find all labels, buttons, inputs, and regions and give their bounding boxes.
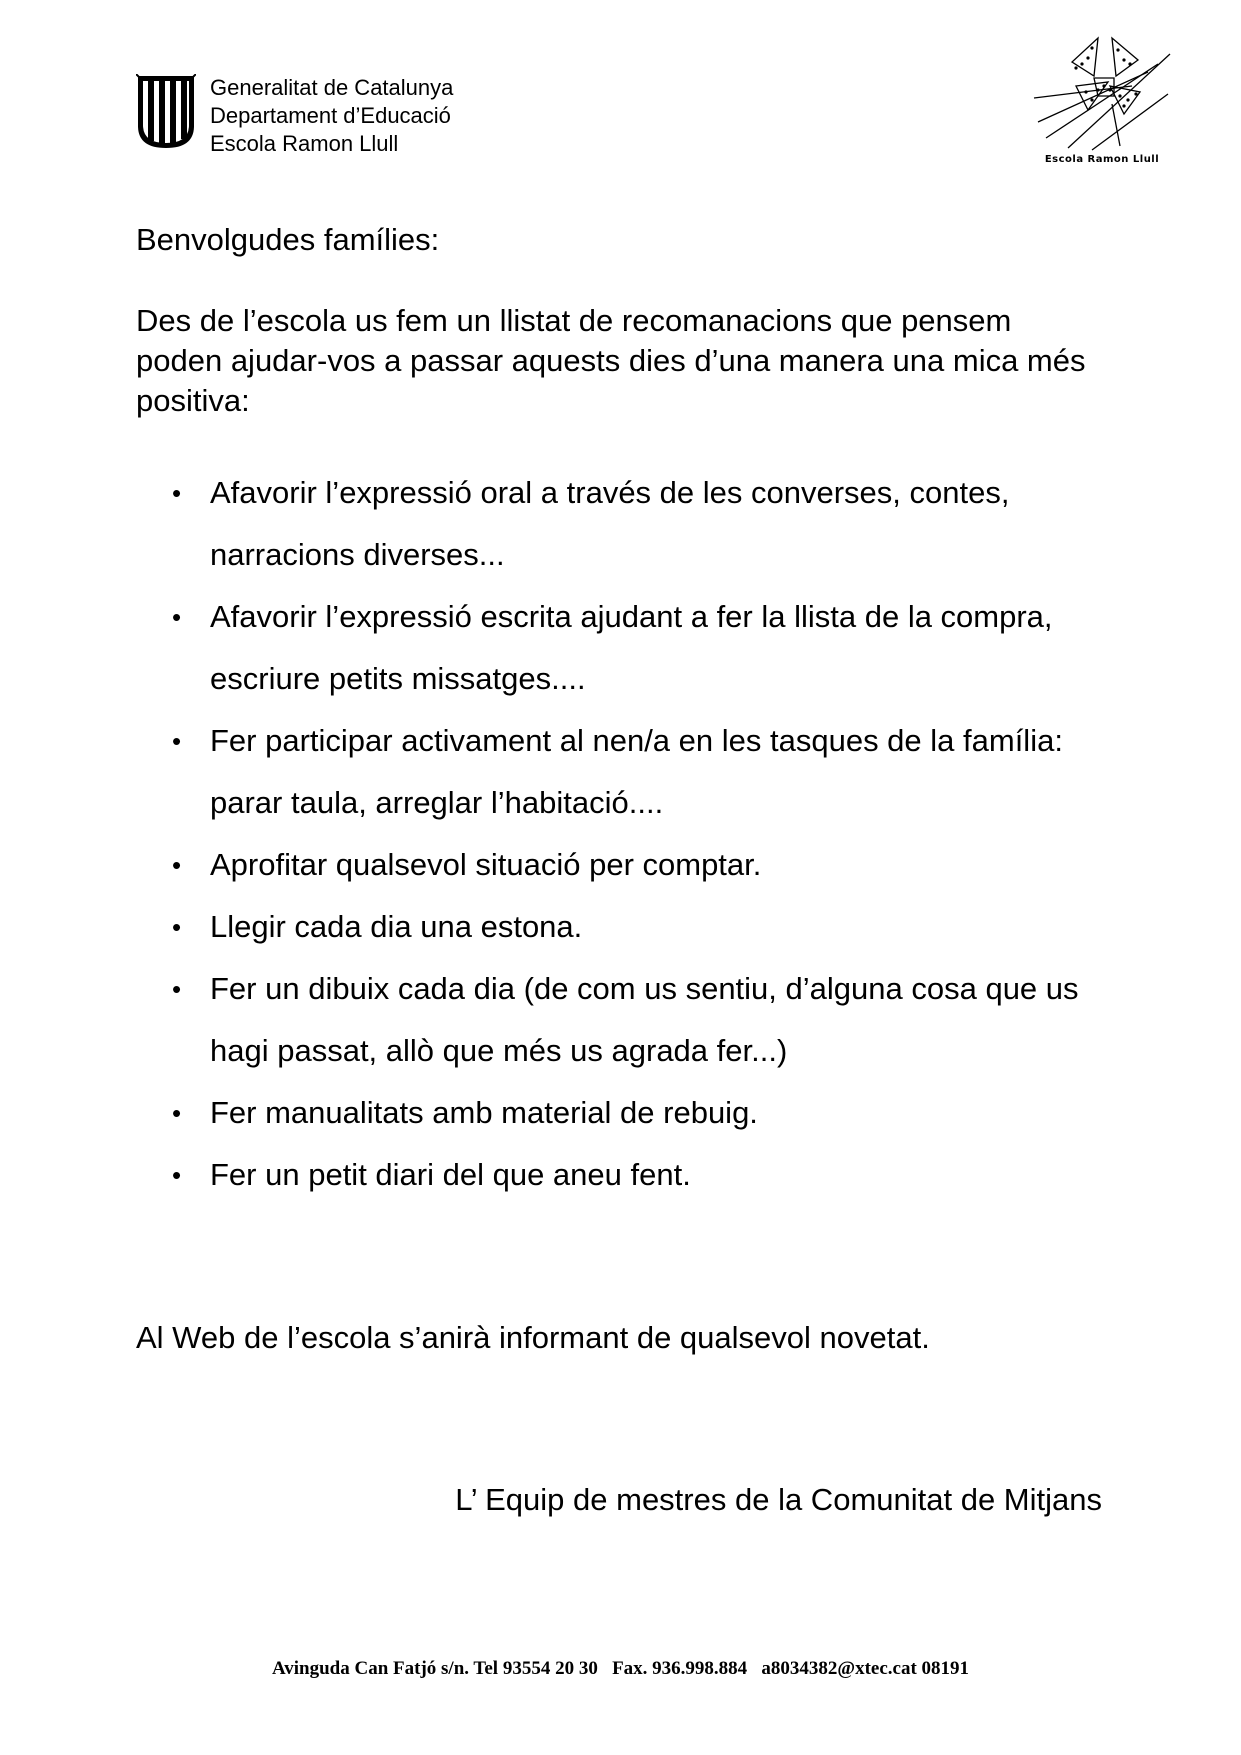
school-logo-caption: Escola Ramon Llull <box>1044 154 1160 165</box>
school-logo-block <box>1028 34 1176 174</box>
list-item <box>170 896 1110 958</box>
institution-name-block <box>210 74 453 158</box>
recommendation-text: Afavorir l’expressió oral a través de les converses, contes, narracions diverses... <box>210 475 1010 572</box>
bullet-icon: • <box>172 602 182 632</box>
escola-ramon-llull-pinwheel-logo-icon <box>1028 34 1176 152</box>
list-item <box>170 958 1110 1082</box>
list-item <box>170 586 1110 710</box>
letter-signature: L’ Equip de mestres de la Comunitat de Mitjans <box>455 1482 1102 1517</box>
org-line-school: Escola Ramon Llull <box>210 131 399 156</box>
recommendation-text: Afavorir l’expressió escrita ajudant a fer la llista de la compra, escriure petits missatges.... <box>210 599 1053 696</box>
list-item <box>170 710 1110 834</box>
list-item <box>170 462 1110 586</box>
bullet-icon: • <box>172 850 182 880</box>
recommendation-list <box>170 462 1110 1206</box>
recommendation-text: Llegir cada dia una estona. <box>210 909 583 944</box>
org-line-department: Departament d’Educació <box>210 103 451 128</box>
recommendation-text: Fer un dibuix cada dia (de com us sentiu, d’alguna cosa que us hagi passat, allò que més us agrada fer...) <box>210 971 1079 1068</box>
bullet-icon: • <box>172 478 182 508</box>
letter-greeting: Benvolgudes famílies: <box>136 222 440 257</box>
bullet-icon: • <box>172 912 182 942</box>
letter-intro: Des de l’escola us fem un llistat de recomanacions que pensem poden ajudar-vos a passar aquests dies d’una manera una mica més positiva: <box>136 303 1086 418</box>
generalitat-shield-icon <box>136 74 196 150</box>
bullet-icon: • <box>172 974 182 1004</box>
recommendation-text: Fer manualitats amb material de rebuig. <box>210 1095 758 1130</box>
institution-header <box>136 74 556 154</box>
list-item <box>170 1144 1110 1206</box>
bullet-icon: • <box>172 1160 182 1190</box>
recommendation-text: Aprofitar qualsevol situació per comptar. <box>210 847 762 882</box>
recommendation-text: Fer un petit diari del que aneu fent. <box>210 1157 691 1192</box>
bullet-icon: • <box>172 726 182 756</box>
closing-note: Al Web de l’escola s’anirà informant de qualsevol novetat. <box>136 1320 930 1355</box>
list-item <box>170 834 1110 896</box>
footer-contact-line: Avinguda Can Fatjó s/n. Tel 93554 20 30 Fax. 936.998.884 a8034382@xtec.cat 08191 <box>271 1658 970 1679</box>
org-line-government: Generalitat de Catalunya <box>210 75 454 100</box>
recommendation-text: Fer participar activament al nen/a en les tasques de la família: parar taula, arreglar l’habitació.... <box>210 723 1063 820</box>
list-item <box>170 1082 1110 1144</box>
bullet-icon: • <box>172 1098 182 1128</box>
